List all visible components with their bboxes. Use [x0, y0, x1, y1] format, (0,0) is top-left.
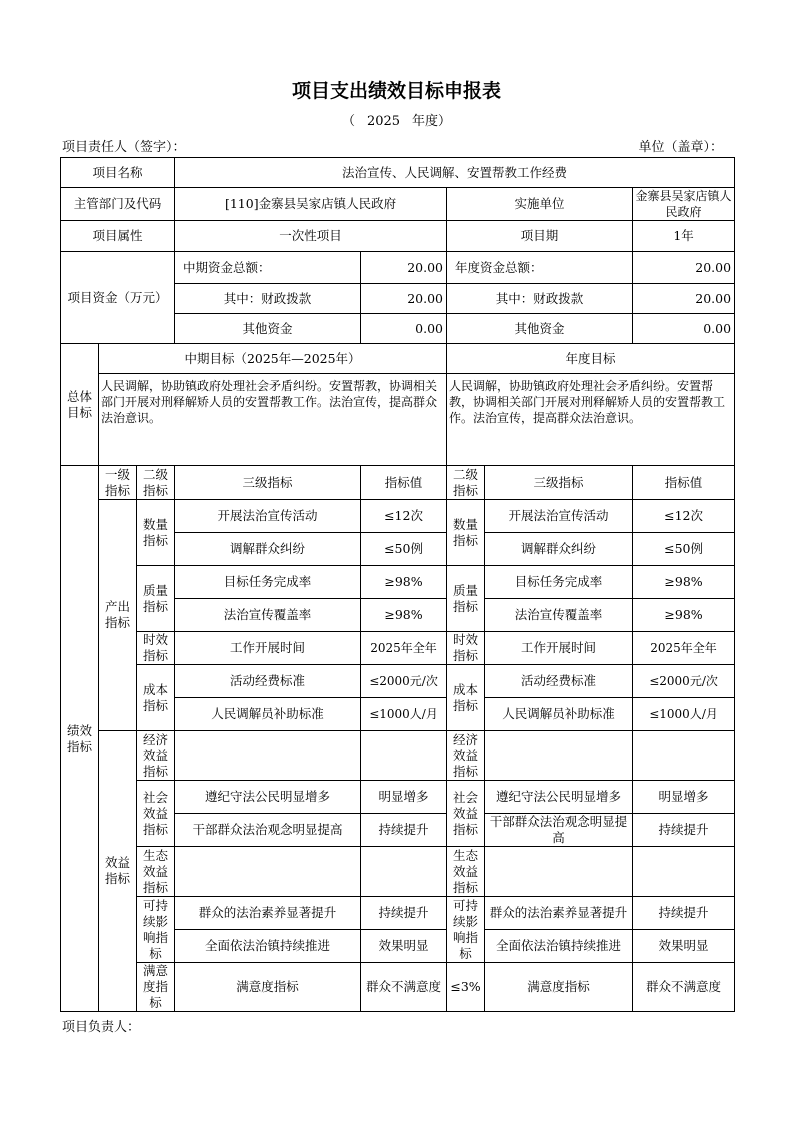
project-period-label: 项目期 [447, 221, 633, 252]
annual-indicator-value: 明显增多 [633, 781, 735, 814]
year-value: 2025 [366, 114, 401, 129]
project-name-value: 法治宣传、人民调解、安置帮教工作经费 [175, 158, 735, 188]
indicator-name: 干部群众法治观念明显提高 [175, 814, 361, 847]
project-period-value: 1年 [633, 221, 735, 252]
annual-indicator-name [485, 847, 633, 897]
annual-satisfaction-indicator-label: 满意度指标 [485, 963, 633, 1012]
indicator-name: 目标任务完成率 [175, 566, 361, 599]
annual-economic-indicator-label: 经济效益指标 [447, 731, 485, 781]
annual-indicator-value: ≥98% [633, 566, 735, 599]
indicator-value: 持续提升 [361, 814, 447, 847]
project-funds-label: 项目资金（万元） [61, 252, 175, 344]
timeliness-indicator-label: 时效指标 [137, 632, 175, 665]
project-attr-label: 项目属性 [61, 221, 175, 252]
satisfaction-sub-indicator-label: 满意度指标 [175, 963, 361, 1012]
indicator-value [361, 847, 447, 897]
indicator-name [175, 731, 361, 781]
annual-indicator-value: ≥98% [633, 599, 735, 632]
annual-indicator-name: 调解群众纠纷 [485, 533, 633, 566]
indicator-value: 2025年全年 [361, 632, 447, 665]
annual-indicator-name: 群众不满意度 [633, 963, 735, 1012]
performance-form-table [60, 157, 735, 1012]
annual-indicator-value: ≤2000元/次 [633, 665, 735, 698]
annual-goal-text: 人民调解，协助镇政府处理社会矛盾纠纷。安置帮教，协调相关部门开展对刑释解矫人员的安置帮教工作。法治宣传，提高群众法治意识。 [447, 374, 735, 466]
annual-indicator-name: 干部群众法治观念明显提高 [485, 814, 633, 847]
annual-value-header: 指标值 [633, 466, 735, 500]
responsible-person-label: 项目责任人（签字）： [62, 140, 186, 155]
indicator-value: ≥98% [361, 599, 447, 632]
mid-fiscal-label: 其中：财政拨款 [175, 284, 361, 314]
indicator-name: 活动经费标准 [175, 665, 361, 698]
dept-value: [110]金寨县吴家店镇人民政府 [175, 188, 447, 221]
indicator-name: 调解群众纠纷 [175, 533, 361, 566]
indicator-name: 工作开展时间 [175, 632, 361, 665]
indicator-name: 群众不满意度 [361, 963, 447, 1012]
annual-indicator-value: ≤50例 [633, 533, 735, 566]
indicator-value: ≥98% [361, 566, 447, 599]
annual-fiscal-value: 20.00 [633, 284, 735, 314]
annual-other-label: 其他资金 [447, 314, 633, 344]
annual-indicator-name: 人民调解员补助标准 [485, 698, 633, 731]
annual-level3-header: 三级指标 [485, 466, 633, 500]
annual-ecological-indicator-label: 生态效益指标 [447, 847, 485, 897]
unit-seal-label: 单位（盖章）： [638, 140, 723, 155]
annual-cost-indicator-label: 成本指标 [447, 665, 485, 731]
annual-total-label: 年度资金总额： [447, 252, 633, 284]
annual-indicator-name: 遵纪守法公民明显增多 [485, 781, 633, 814]
perf-indicator-label: 绩效指标 [61, 466, 99, 1012]
indicator-name: 法治宣传覆盖率 [175, 599, 361, 632]
indicator-name: 全面依法治镇持续推进 [175, 930, 361, 963]
indicator-value [361, 731, 447, 781]
indicator-value: ≤3% [447, 963, 485, 1012]
form-title: 项目支出绩效目标申报表 [291, 80, 501, 102]
sustain-indicator-label: 可持续影响指标 [137, 897, 175, 963]
overall-goal-label: 总体目标 [61, 344, 99, 466]
impl-unit-label: 实施单位 [447, 188, 633, 221]
annual-indicator-name [485, 731, 633, 781]
indicator-value: ≤50例 [361, 533, 447, 566]
indicator-name: 开展法治宣传活动 [175, 500, 361, 533]
output-indicator-label: 产出指标 [99, 500, 137, 731]
annual-indicator-name: 活动经费标准 [485, 665, 633, 698]
indicator-value: 明显增多 [361, 781, 447, 814]
indicator-value: 效果明显 [361, 930, 447, 963]
mid-other-value: 0.00 [361, 314, 447, 344]
project-leader-label: 项目负责人： [62, 1020, 141, 1035]
mid-goal-text: 人民调解，协助镇政府处理社会矛盾纠纷。安置帮教，协调相关部门开展对刑释解矫人员的安置帮教工作。法治宣传，提高群众法治意识。 [99, 374, 447, 466]
annual-indicator-value: 持续提升 [633, 897, 735, 930]
indicator-name: 遵纪守法公民明显增多 [175, 781, 361, 814]
fiscal-year: （ 2025 年度） [341, 114, 452, 129]
mid-goal-header: 中期目标（2025年—2025年） [99, 344, 447, 374]
annual-social-indicator-label: 社会效益指标 [447, 781, 485, 847]
indicator-value: ≤12次 [361, 500, 447, 533]
annual-total-value: 20.00 [633, 252, 735, 284]
quantity-indicator-label: 数量指标 [137, 500, 175, 566]
satisfaction-indicator-label: 满意度指标 [137, 963, 175, 1012]
annual-indicator-name: 法治宣传覆盖率 [485, 599, 633, 632]
social-indicator-label: 社会效益指标 [137, 781, 175, 847]
annual-fiscal-label: 其中：财政拨款 [447, 284, 633, 314]
indicator-name [175, 847, 361, 897]
annual-timeliness-indicator-label: 时效指标 [447, 632, 485, 665]
annual-indicator-value [633, 847, 735, 897]
annual-indicator-name: 群众的法治素养显著提升 [485, 897, 633, 930]
annual-indicator-value: ≤1000人/月 [633, 698, 735, 731]
annual-sustain-indicator-label: 可持续影响指标 [447, 897, 485, 963]
indicator-value: ≤2000元/次 [361, 665, 447, 698]
value-header: 指标值 [361, 466, 447, 500]
benefit-indicator-label: 效益指标 [99, 731, 137, 1012]
annual-goal-header: 年度目标 [447, 344, 735, 374]
annual-quantity-indicator-label: 数量指标 [447, 500, 485, 566]
impl-unit-value: 金寨县吴家店镇人民政府 [633, 188, 735, 221]
indicator-name: 人民调解员补助标准 [175, 698, 361, 731]
annual-other-value: 0.00 [633, 314, 735, 344]
annual-indicator-value [633, 731, 735, 781]
annual-indicator-name: 开展法治宣传活动 [485, 500, 633, 533]
project-name-label: 项目名称 [61, 158, 175, 188]
annual-indicator-value: ≤12次 [633, 500, 735, 533]
level3-header: 三级指标 [175, 466, 361, 500]
project-attr-value: 一次性项目 [175, 221, 447, 252]
mid-other-label: 其他资金 [175, 314, 361, 344]
indicator-name: 群众的法治素养显著提升 [175, 897, 361, 930]
mid-total-label: 中期资金总额： [175, 252, 361, 284]
ecological-indicator-label: 生态效益指标 [137, 847, 175, 897]
annual-indicator-name: 全面依法治镇持续推进 [485, 930, 633, 963]
annual-indicator-name: 工作开展时间 [485, 632, 633, 665]
annual-quality-indicator-label: 质量指标 [447, 566, 485, 632]
annual-indicator-name: 目标任务完成率 [485, 566, 633, 599]
cost-indicator-label: 成本指标 [137, 665, 175, 731]
economic-indicator-label: 经济效益指标 [137, 731, 175, 781]
level2-header: 二级指标 [137, 466, 175, 500]
annual-indicator-value: 持续提升 [633, 814, 735, 847]
annual-indicator-value: 效果明显 [633, 930, 735, 963]
mid-total-value: 20.00 [361, 252, 447, 284]
level1-header: 一级指标 [99, 466, 137, 500]
mid-fiscal-value: 20.00 [361, 284, 447, 314]
annual-level2-header: 二级指标 [447, 466, 485, 500]
dept-label: 主管部门及代码 [61, 188, 175, 221]
quality-indicator-label: 质量指标 [137, 566, 175, 632]
indicator-value: 持续提升 [361, 897, 447, 930]
annual-indicator-value: 2025年全年 [633, 632, 735, 665]
indicator-value: ≤1000人/月 [361, 698, 447, 731]
